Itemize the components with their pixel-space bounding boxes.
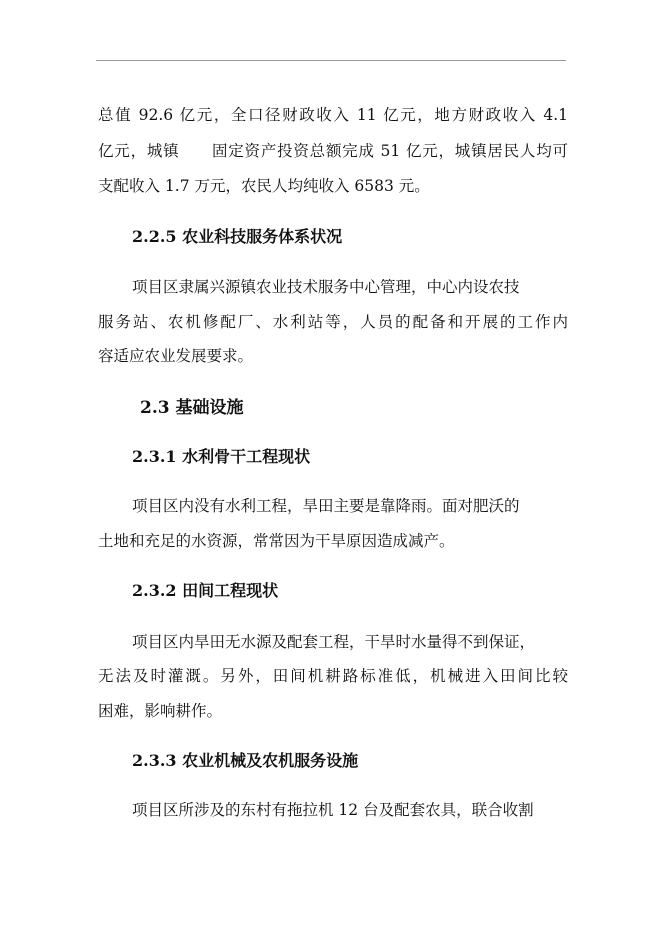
section-heading-2-3-1: 2.3.1 水利骨干工程现状 <box>132 447 311 466</box>
text-line: 支配收入 1.7 万元，农民人均纯收入 6583 元。 <box>98 177 430 195</box>
text-line: 总值 92.6 亿元，全口径财政收入 11 亿元，地方财政收入 4.1 <box>98 106 568 124</box>
header-rule <box>96 60 566 61</box>
text-line: 项目区所涉及的东村有拖拉机 12 台及配套农具，联合收割 <box>132 801 534 819</box>
section-heading-2-3: 2.3 基础设施 <box>140 398 244 418</box>
text-line: 项目区内没有水利工程，旱田主要是靠降雨。面对肥沃的 <box>132 497 520 515</box>
text-line: 无法及时灌溉。另外，田间机耕路标准低，机械进入田间比较 <box>98 667 568 685</box>
text-line: 土地和充足的水资源，常常因为干旱原因造成减产。 <box>98 532 455 550</box>
text-line: 容适应农业发展要求。 <box>98 347 254 365</box>
text-line: 项目区隶属兴源镇农业技术服务中心管理，中心内设农技 <box>132 278 520 296</box>
text-line: 困难，影响耕作。 <box>98 702 223 720</box>
section-heading-2-2-5: 2.2.5 农业科技服务体系状况 <box>132 227 343 246</box>
section-heading-2-3-2: 2.3.2 田间工程现状 <box>132 581 279 600</box>
text-line: 项目区内旱田无水源及配套工程，干旱时水量得不到保证， <box>132 633 536 651</box>
text-line: 亿元，城镇 固定资产投资总额完成 51 亿元，城镇居民人均可 <box>98 142 568 160</box>
section-heading-2-3-3: 2.3.3 农业机械及农机服务设施 <box>132 751 359 770</box>
text-line: 服务站、农机修配厂、水利站等，人员的配备和开展的工作内 <box>98 313 568 331</box>
